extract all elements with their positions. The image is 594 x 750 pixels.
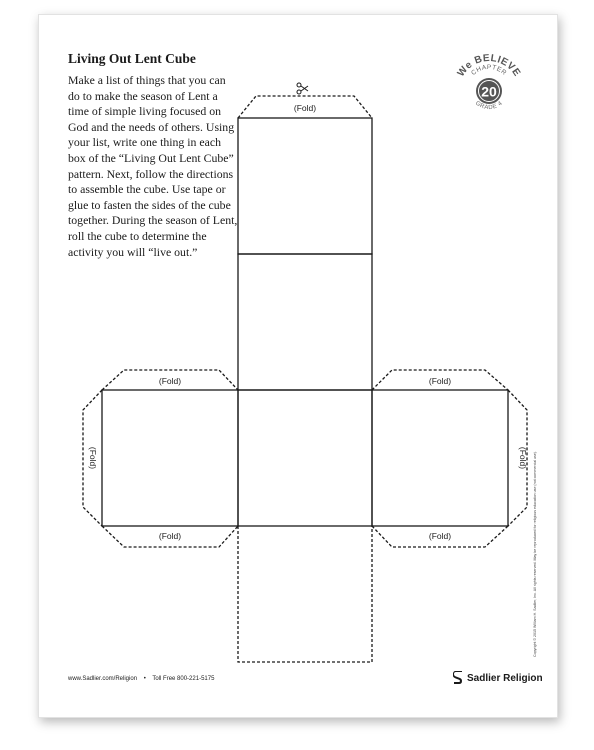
logo-chapter-label: CHAPTER [470,63,508,77]
footer-toll-free: Toll Free 800-221-5175 [152,676,215,682]
logo-series: We BELIEVE [455,52,523,79]
logo-grade-label: GRADE 4 [474,100,504,112]
worksheet-title: Living Out Lent Cube [68,51,196,66]
copyright-notice: Copyright © 2015 William H. Sadlier, Inc. All rights reserved. May be reproduced for religious education use (not commercial use). [533,451,537,657]
cube-face-left [102,390,238,526]
worksheet-instructions: Make a list of things that you can do to make the season of Lent a time of simple living focused on God and the needs of others. Using your list, write one thing in each box of the “Living Out Lent Cube” pattern. Next, follow the directions to assemble the cube. Use tape or glue to fasten the sides of the cube together. During the season of Lent, roll the cube to determine the activity you will “live out.” [68,73,238,259]
fold-label-right-bottom: (Fold) [428,531,452,541]
fold-label-right-side: (Fold) [518,446,528,470]
footer-contact [68,676,214,682]
footer-website: www.Sadlier.com/Religion [68,676,138,682]
cube-face-center [238,390,372,526]
fold-label-left-top: (Fold) [158,376,182,386]
sadlier-logo-icon [453,671,463,685]
brand-name: Sadlier Religion [467,672,543,684]
logo-chapter-number: 20 [481,83,497,100]
cube-face-top [238,118,372,254]
cube-pattern [39,15,557,717]
fold-label-right-top: (Fold) [428,376,452,386]
bottom-tab [238,526,372,662]
fold-label-top: (Fold) [293,103,317,113]
cube-face-upper-middle [238,254,372,390]
sadlier-brand [453,671,543,685]
fold-label-left-bottom: (Fold) [158,531,182,541]
cube-face-right [372,390,508,526]
footer-separator: • [143,676,146,682]
scissors-icon [297,83,308,94]
worksheet-page [38,14,558,718]
fold-label-left-side: (Fold) [88,446,98,470]
